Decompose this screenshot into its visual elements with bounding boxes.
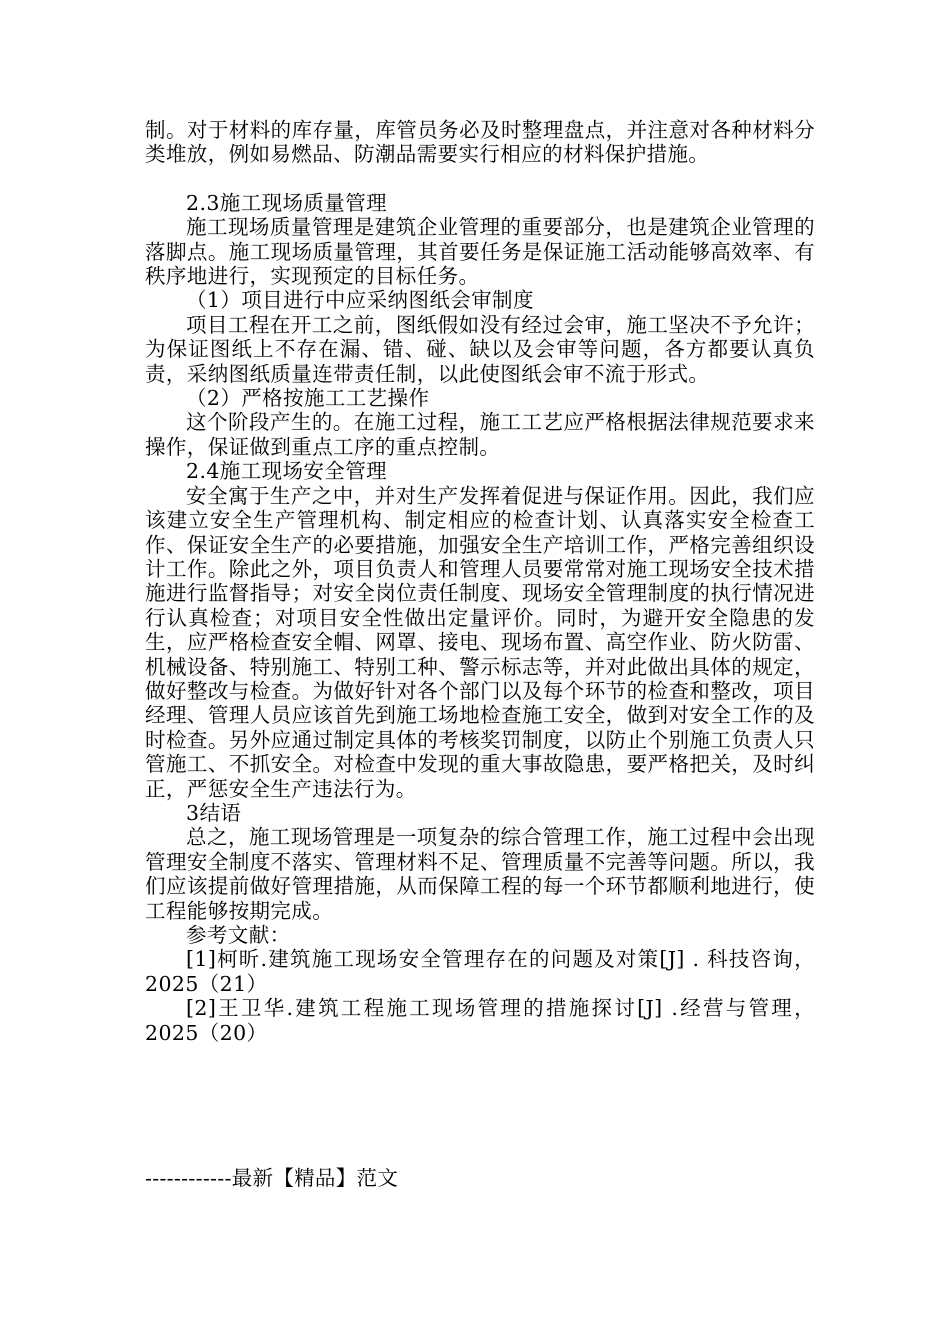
paragraph-gap <box>145 167 815 191</box>
paragraph-drawing-review: 项目工程在开工之前，图纸假如没有经过会审，施工坚决不予允许；为保证图纸上不存在漏、错、碰、缺以及会审等问题，各方都要认真负责，采纳图纸质量连带责任制，以此使图纸会审不流于形式。 <box>145 312 815 386</box>
reference-item-1: [1]柯昕.建筑施工现场安全管理存在的问题及对策[J] . 科技咨询，2025（21） <box>145 947 815 996</box>
section-heading-2-4: 2.4施工现场安全管理 <box>186 459 388 484</box>
subheading-drawing-review: （1）项目进行中应采纳图纸会审制度 <box>186 288 534 313</box>
paragraph-quality-management: 施工现场质量管理是建筑企业管理的重要部分，也是建筑企业管理的落脚点。施工现场质量管理，其首要任务是保证施工活动能够高效率、有秩序地进行，实现预定的目标任务。 <box>145 215 815 289</box>
references-heading: 参考文献： <box>186 923 291 947</box>
document-body <box>145 118 815 1045</box>
paragraph-material-storage: 制。对于材料的库存量，库管员务必及时整理盘点，并注意对各种材料分类堆放，例如易燃品、防潮品需要实行相应的材料保护措施。 <box>145 118 815 167</box>
reference-item-2: [2]王卫华.建筑工程施工现场管理的措施探讨[J] .经营与管理，2025（20） <box>145 996 815 1045</box>
paragraph-process-operation: 这个阶段产生的。在施工过程，施工工艺应严格根据法律规范要求来操作，保证做到重点工序的重点控制。 <box>145 410 815 459</box>
page-footer: ------------最新【精品】范文 <box>145 1166 399 1190</box>
paragraph-conclusion: 总之，施工现场管理是一项复杂的综合管理工作，施工过程中会出现管理安全制度不落实、管理材料不足、管理质量不完善等问题。所以，我们应该提前做好管理措施，从而保障工程的每一个环节都顺利地进行，使工程能够按期完成。 <box>145 825 815 923</box>
section-heading-2-3: 2.3施工现场质量管理 <box>186 190 388 215</box>
subheading-process-operation: （2）严格按施工工艺操作 <box>186 386 430 411</box>
paragraph-safety-management: 安全寓于生产之中，并对生产发挥着促进与保证作用。因此，我们应该建立安全生产管理机构、制定相应的检查计划、认真落实安全检查工作、保证安全生产的必要措施，加强安全生产培训工作，严格完善组织设计工作。除此之外，项目负责人和管理人员要常常对施工现场安全技术措施进行监督指导；对安全岗位责任制度、现场安全管理制度的执行情况进行认真检查；对项目安全性做出定量评价。同时，为避开安全隐患的发生，应严格检查安全帽、网罩、接电、现场布置、高空作业、防火防雷、机械设备、特别施工、特别工种、警示标志等，并对此做出具体的规定，做好整改与检查。为做好针对各个部门以及每个环节的检查和整改，项目经理、管理人员应该首先到施工场地检查施工安全，做到对安全工作的及时检查。另外应通过制定具体的考核奖罚制度，以防止个别施工负责人只管施工、不抓安全。对检查中发现的重大事故隐患，要严格把关，及时纠正，严惩安全生产违法行为。 <box>145 483 815 801</box>
section-heading-conclusion: 3结语 <box>186 800 242 825</box>
